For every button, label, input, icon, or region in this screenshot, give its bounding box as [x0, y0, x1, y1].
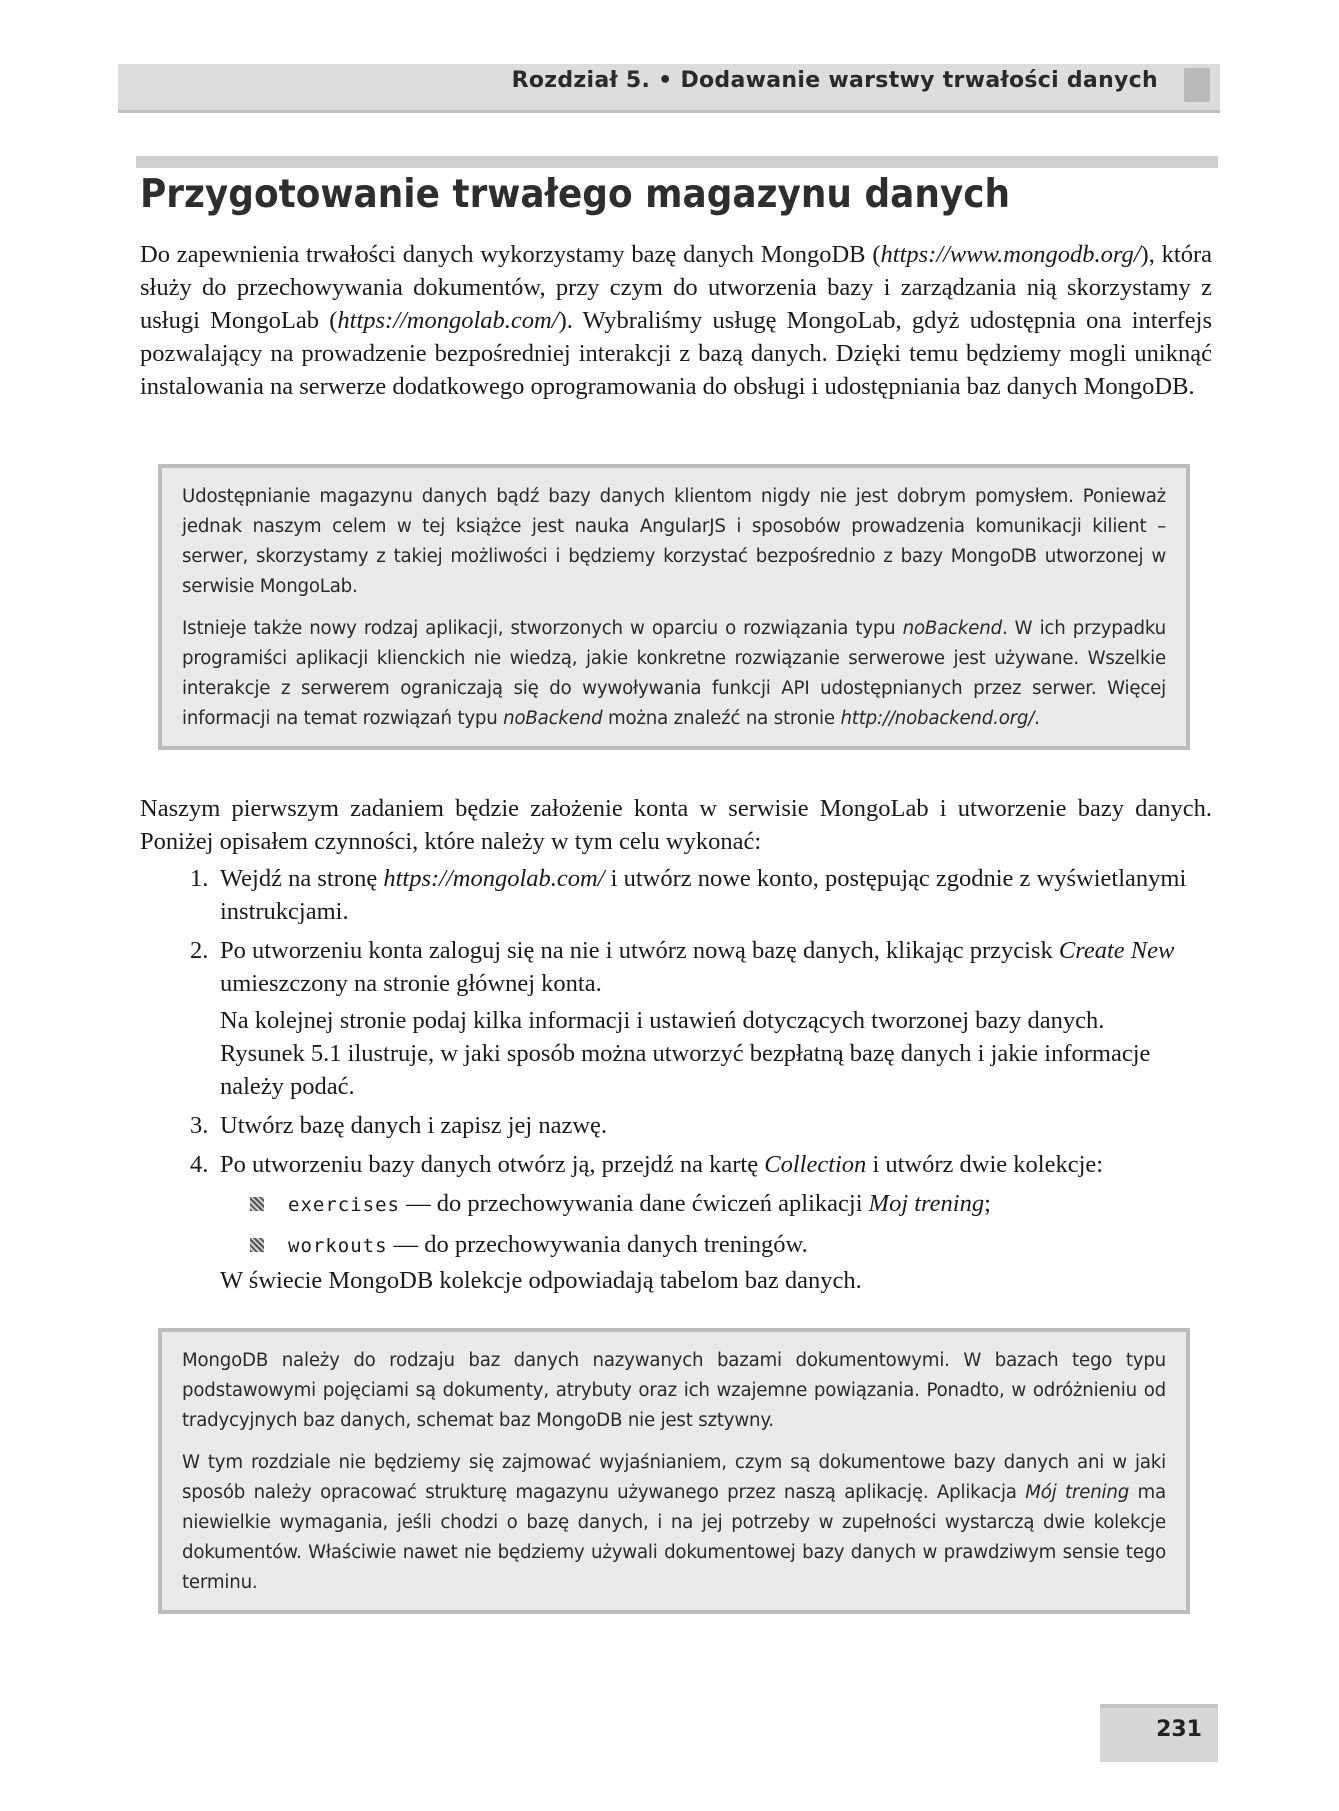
note-box-1 — [158, 464, 1190, 750]
intro-paragraph — [140, 238, 1212, 403]
step-2 — [190, 934, 1190, 1103]
collections-list — [250, 1187, 1190, 1263]
step-text: umieszczony na stronie głównej konta. — [220, 970, 602, 997]
bullet-text: ; — [984, 1190, 991, 1217]
intro-text-c: ). Wybraliśmy usługę MongoLab, gdyż udostępnia ona interfejs pozwalający na prowadzenie bezpośredniej interakcji z bazą danych. Dzięki temu będziemy mogli uniknąć instalowania na serwerze dodatkowego oprogramowania do obsługi i udostępniania baz danych MongoDB. — [140, 307, 1212, 400]
note-box-2 — [158, 1328, 1190, 1614]
nobackend-term: noBackend — [902, 618, 1002, 639]
step-number: 3. — [190, 1112, 209, 1139]
step-text: Utwórz bazę danych i zapisz jej nazwę. — [220, 1112, 608, 1139]
mongolab-link[interactable]: https://mongolab.com/ — [337, 307, 559, 334]
note1-paragraph-1: Udostępnianie magazynu danych bądź bazy danych klientom nigdy nie jest dobrym pomysłem. Ponieważ jednak naszym celem w tej książce jest nauka AngularJS i sposobów prowadzenia komunikacji kilient – serwer, skorzystamy z takiej możliwości i będziemy korzystać bezpośrednio z bazy MongoDB utworzonej w serwisie MongoLab. — [182, 486, 1166, 597]
page-number-tab — [1100, 1704, 1218, 1762]
code-exercises: exercises — [288, 1194, 400, 1216]
intro-text-b: ), która służy do przechowywania dokumentów, przy czym do utworzenia bazy i zarządzania nią skorzystamy z usługi MongoLab ( — [140, 241, 1212, 334]
step-text: Wejdź na stronę — [220, 865, 384, 892]
bullet-text: — do przechowywania danych treningów. — [387, 1231, 808, 1258]
step-1 — [190, 862, 1190, 928]
square-bullet-icon — [250, 1197, 264, 1211]
app-name: Moj trening — [868, 1190, 985, 1217]
note1-text-b: . W ich przypadku programiści aplikacji klienckich nie wiedzą, jakie konkretne rozwiązanie serwerowe jest używane. Wszelkie interakcje z serwerem ograniczają się do wywoływania funkcji API udostępnianych przez serwer. Więcej informacji na temat rozwiązań typu — [182, 618, 1166, 729]
app-name: Mój trening — [1025, 1482, 1130, 1503]
nobackend-link[interactable]: http://nobackend.org/ — [840, 708, 1035, 729]
mongodb-link[interactable]: https://www.mongodb.org/ — [880, 241, 1141, 268]
step-text: i utwórz nowe konto, postępując zgodnie z wyświetlanymi instrukcjami. — [220, 865, 1187, 925]
section-rule — [136, 156, 1218, 168]
step-4 — [190, 1148, 1190, 1263]
note2-text-a: W tym rozdziale nie będziemy się zajmować wyjaśnianiem, czym są dokumentowe bazy danych ani w jaki sposób należy opracować strukturę magazynu używanego przez naszą aplikację. Aplikacja — [182, 1452, 1166, 1503]
chapter-title: Rozdział 5. • Dodawanie warstwy trwałości danych — [511, 68, 1158, 93]
section-title: Przygotowanie trwałego magazynu danych — [140, 172, 1011, 217]
bullet-exercises — [250, 1187, 1190, 1222]
running-header — [118, 64, 1220, 113]
step-text: Po utworzeniu konta zaloguj się na nie i utwórz nową bazę danych, klikając przycisk — [220, 937, 1059, 964]
closing-paragraph: W świecie MongoDB kolekcje odpowiadają tabelom baz danych. — [220, 1267, 862, 1294]
step-2-detail: Na kolejnej stronie podaj kilka informacji i ustawień dotyczących tworzonej bazy danych. Rysunek 5.1 ilustruje, w jaki sposób można utworzyć bezpłatną bazę danych i jakie informacje należy podać. — [220, 1007, 1151, 1100]
page-number: 231 — [1156, 1717, 1202, 1742]
steps-list — [190, 862, 1190, 1269]
note2-paragraph-2 — [182, 1448, 1166, 1598]
intro-text-a: Do zapewnienia trwałości danych wykorzystamy bazę danych MongoDB ( — [140, 241, 881, 268]
nobackend-term-2: noBackend — [503, 708, 603, 729]
square-bullet-icon — [250, 1238, 264, 1252]
note1-text-a: Istnieje także nowy rodzaj aplikacji, stworzonych w oparciu o rozwiązania typu — [182, 618, 903, 639]
code-workouts: workouts — [288, 1235, 388, 1257]
collection-term: Collection — [764, 1151, 867, 1178]
create-new-term: Create New — [1058, 937, 1175, 964]
header-tab-marker — [1184, 68, 1210, 102]
step-3 — [190, 1109, 1190, 1142]
note2-paragraph-1: MongoDB należy do rodzaju baz danych nazywanych bazami dokumentowymi. W bazach tego typu podstawowymi pojęciami są dokumenty, atrybuty oraz ich wzajemne powiązania. Ponadto, w odróżnieniu od tradycyjnych baz danych, schemat baz MongoDB nie jest sztywny. — [182, 1350, 1166, 1431]
note2-text-b: ma niewielkie wymagania, jeśli chodzi o bazę danych, i na jej potrzeby w zupełności wystarczą dwie kolekcje dokumentów. Właściwie nawet nie będziemy używali dokumentowej bazy danych w prawdziwym sensie tego terminu. — [182, 1482, 1166, 1593]
mongolab-link-2[interactable]: https://mongolab.com/ — [383, 865, 605, 892]
note1-paragraph-2 — [182, 614, 1166, 734]
bullet-workouts — [250, 1228, 1190, 1263]
step-number: 2. — [190, 937, 209, 964]
step-text: i utwórz dwie kolekcje: — [866, 1151, 1104, 1178]
note1-text-c: można znaleźć na stronie — [602, 708, 841, 729]
note1-text-d: . — [1034, 708, 1040, 729]
steps-intro-paragraph: Naszym pierwszym zadaniem będzie założenie konta w serwisie MongoLab i utworzenie bazy danych. Poniżej opisałem czynności, które należy w tym celu wykonać: — [140, 795, 1212, 855]
step-number: 1. — [190, 865, 209, 892]
step-number: 4. — [190, 1151, 209, 1178]
bullet-text: — do przechowywania dane ćwiczeń aplikacji — [399, 1190, 869, 1217]
step-text: Po utworzeniu bazy danych otwórz ją, przejdź na kartę — [220, 1151, 765, 1178]
